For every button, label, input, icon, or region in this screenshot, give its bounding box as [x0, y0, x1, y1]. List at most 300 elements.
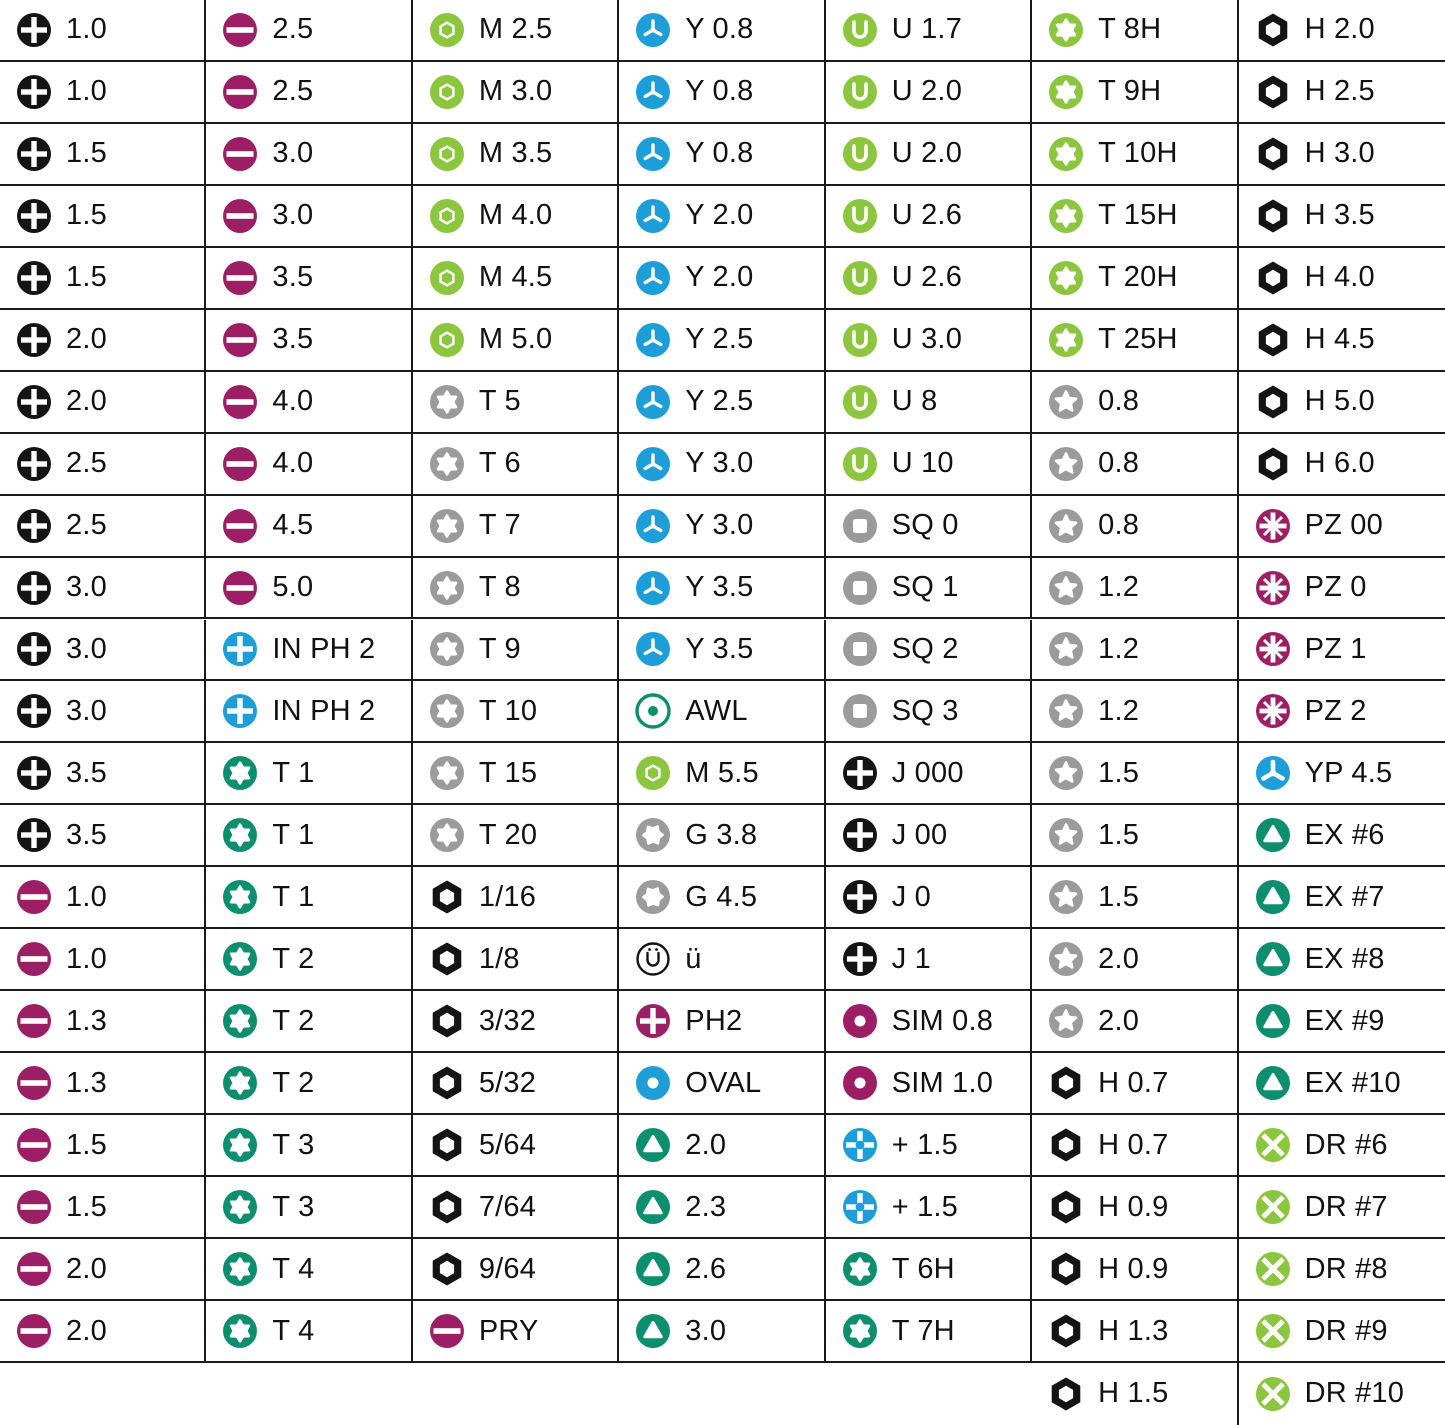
- hex-black-icon: [1255, 12, 1291, 48]
- bit-label: 4.0: [272, 385, 314, 418]
- bit-label: 1.3: [66, 1004, 107, 1037]
- bit-cell: [1032, 1053, 1238, 1115]
- bit-label: T 20: [478, 818, 538, 851]
- bit-cell: [0, 1239, 206, 1301]
- hex-socket-green-icon: [635, 755, 671, 791]
- bit-cell: [1239, 1363, 1445, 1425]
- triangle-teal-icon: [1255, 817, 1291, 853]
- bit-cell: [0, 434, 206, 496]
- bit-cell: [206, 805, 412, 867]
- bit-label: SIM 0.8: [891, 1004, 994, 1037]
- hex-black-icon: [1255, 198, 1291, 234]
- pozidriv-magenta-icon: [1255, 570, 1291, 606]
- slotted-magenta-icon: [222, 198, 258, 234]
- square-gray-icon: [842, 508, 878, 544]
- pentalobe-gray-icon: [1048, 693, 1084, 729]
- phillips-black-icon: [16, 12, 52, 48]
- bit-cell: [0, 496, 206, 558]
- bit-label: 1.5: [1098, 818, 1140, 851]
- dr-green-icon: [1255, 1313, 1291, 1349]
- bit-cell: [413, 62, 619, 124]
- bit-label: T 25H: [1098, 323, 1178, 356]
- bit-cell: [1239, 743, 1445, 805]
- u-green-icon: [842, 136, 878, 172]
- bit-label: EX #10: [1304, 1066, 1401, 1099]
- bit-cell: [1239, 805, 1445, 867]
- hex-black-icon: [1255, 446, 1291, 482]
- bit-cell: [1239, 372, 1445, 434]
- bit-cell: [826, 0, 1032, 62]
- bit-cell: [1032, 372, 1238, 434]
- torx-green-icon: [1048, 198, 1084, 234]
- bit-label: 2.0: [1098, 942, 1140, 975]
- slotted-magenta-icon: [16, 1065, 52, 1101]
- bit-cell: [1032, 310, 1238, 372]
- bit-cell: [206, 186, 412, 248]
- bit-cell: [0, 1053, 206, 1115]
- bit-cell: [619, 248, 825, 310]
- bit-cell: [0, 62, 206, 124]
- bit-cell: [413, 1053, 619, 1115]
- bit-cell: [206, 248, 412, 310]
- triangle-teal-icon: [1255, 1065, 1291, 1101]
- bit-label: 2.0: [66, 385, 107, 418]
- phillips-black-icon: [16, 446, 52, 482]
- bit-cell: [1239, 1239, 1445, 1301]
- bit-label: SQ 2: [891, 632, 959, 665]
- u-green-icon: [842, 384, 878, 420]
- pentalobe-gray-icon: [1048, 879, 1084, 915]
- u-green-icon: [842, 322, 878, 358]
- cross-blue-icon: [842, 1127, 878, 1163]
- bit-cell: [619, 681, 825, 743]
- bit-label: 3.5: [272, 323, 314, 356]
- bit-cell: [413, 310, 619, 372]
- tri-wing-blue-icon: [635, 260, 671, 296]
- bit-cell: [826, 991, 1032, 1053]
- pentalobe-gray-icon: [1048, 631, 1084, 667]
- hex-black-icon: [1048, 1313, 1084, 1349]
- torx-green-icon: [1048, 260, 1084, 296]
- bit-cell: [1239, 991, 1445, 1053]
- bit-cell: [826, 558, 1032, 620]
- bit-cell: [413, 434, 619, 496]
- bit-cell: [206, 1301, 412, 1363]
- bit-cell: [1032, 434, 1238, 496]
- bit-cell: [0, 805, 206, 867]
- bit-cell: [0, 310, 206, 372]
- phillips-black-icon: [16, 570, 52, 606]
- bit-label: T 5: [478, 385, 521, 418]
- torx-teal-icon: [222, 1189, 258, 1225]
- bit-cell: [0, 1115, 206, 1177]
- bit-cell: [826, 310, 1032, 372]
- square-gray-icon: [842, 570, 878, 606]
- bit-label: Y 2.0: [685, 261, 754, 294]
- gamebit-gray-icon: [635, 879, 671, 915]
- bit-label: 1.0: [66, 880, 107, 913]
- tri-wing-blue-icon: [635, 74, 671, 110]
- slotted-magenta-icon: [222, 74, 258, 110]
- bit-cell: [1239, 867, 1445, 929]
- pentalobe-gray-icon: [1048, 755, 1084, 791]
- bit-cell: [206, 124, 412, 186]
- bit-label: M 5.0: [478, 323, 553, 356]
- hex-socket-green-icon: [429, 260, 465, 296]
- bit-label: H 4.5: [1304, 323, 1375, 356]
- bit-cell: [1032, 248, 1238, 310]
- bit-cell: [206, 496, 412, 558]
- bit-label: 3.0: [272, 137, 314, 170]
- bit-label: 7/64: [478, 1190, 537, 1223]
- bit-label: EX #6: [1304, 818, 1385, 851]
- slotted-magenta-icon: [16, 1127, 52, 1163]
- u-outline-black-icon: [635, 941, 671, 977]
- bit-label: T 6H: [891, 1252, 955, 1285]
- bit-cell: [1239, 558, 1445, 620]
- bit-label: Y 2.0: [685, 199, 754, 232]
- bit-label: IN PH 2: [272, 632, 376, 665]
- torx-gray-icon: [429, 817, 465, 853]
- bit-label: T 6: [478, 447, 521, 480]
- bit-label: 3.0: [685, 1314, 727, 1347]
- bit-cell: [413, 743, 619, 805]
- hex-black-icon: [1255, 322, 1291, 358]
- torx-teal-icon: [222, 941, 258, 977]
- dr-green-icon: [1255, 1189, 1291, 1225]
- slotted-magenta-icon: [429, 1313, 465, 1349]
- pentalobe-gray-icon: [1048, 570, 1084, 606]
- bit-label: 1.2: [1098, 632, 1140, 665]
- triangle-teal-icon: [1255, 941, 1291, 977]
- bit-label: H 0.9: [1098, 1190, 1169, 1223]
- empty-cell: [413, 1363, 619, 1425]
- torx-gray-icon: [429, 446, 465, 482]
- bit-cell: [1239, 1177, 1445, 1239]
- tri-wing-blue-icon: [635, 322, 671, 358]
- dr-green-icon: [1255, 1127, 1291, 1163]
- bit-label: T 2: [272, 1004, 315, 1037]
- bit-cell: [619, 186, 825, 248]
- bit-cell: [1239, 1301, 1445, 1363]
- phillips-round-black-icon: [842, 817, 878, 853]
- bit-label: 2.5: [66, 509, 107, 542]
- bit-cell: [0, 867, 206, 929]
- bit-cell: [826, 62, 1032, 124]
- bit-cell: [0, 620, 206, 682]
- phillips-black-icon: [16, 755, 52, 791]
- sim-magenta-icon: [842, 1065, 878, 1101]
- gamebit-gray-icon: [635, 817, 671, 853]
- bit-label: T 2: [272, 942, 315, 975]
- empty-cell: [826, 1363, 1032, 1425]
- bit-cell: [1032, 1301, 1238, 1363]
- bit-label: M 3.5: [478, 137, 553, 170]
- bit-cell: [826, 681, 1032, 743]
- bit-cell: [826, 620, 1032, 682]
- bit-label: T 1: [272, 818, 315, 851]
- bit-label: IN PH 2: [272, 694, 376, 727]
- bit-cell: [1032, 1177, 1238, 1239]
- tri-wing-blue-icon: [635, 446, 671, 482]
- torx-teal-icon: [222, 1251, 258, 1287]
- bit-label: 1.5: [66, 1128, 107, 1161]
- torx-gray-icon: [429, 755, 465, 791]
- phillips-black-icon: [16, 693, 52, 729]
- hex-black-icon: [429, 941, 465, 977]
- bit-label: T 10H: [1098, 137, 1178, 170]
- bit-cell: [206, 62, 412, 124]
- bit-label: 1.3: [66, 1066, 107, 1099]
- slotted-magenta-icon: [222, 322, 258, 358]
- bit-label: PH2: [685, 1004, 743, 1037]
- bit-cell: [619, 124, 825, 186]
- bit-label: PRY: [478, 1314, 539, 1347]
- bit-cell: [1032, 186, 1238, 248]
- pozidriv-magenta-icon: [1255, 508, 1291, 544]
- torx-teal-icon: [222, 1313, 258, 1349]
- bit-label: PZ 00: [1304, 509, 1383, 542]
- bit-cell: [413, 496, 619, 558]
- bit-label: H 5.0: [1304, 385, 1375, 418]
- sim-magenta-icon: [842, 1003, 878, 1039]
- slotted-magenta-icon: [16, 879, 52, 915]
- bit-cell: [826, 867, 1032, 929]
- bit-cell: [413, 186, 619, 248]
- bit-cell: [0, 743, 206, 805]
- bit-label: T 2: [272, 1066, 315, 1099]
- hex-black-icon: [429, 1189, 465, 1225]
- bit-cell: [0, 1301, 206, 1363]
- bit-label: PZ 2: [1304, 694, 1367, 727]
- bit-cell: [1032, 124, 1238, 186]
- phillips-black-icon: [16, 322, 52, 358]
- dr-green-icon: [1255, 1251, 1291, 1287]
- bit-cell: [619, 1301, 825, 1363]
- bit-cell: [413, 0, 619, 62]
- bit-label: 1.5: [1098, 880, 1140, 913]
- torx-teal-icon: [222, 755, 258, 791]
- bit-label: 2.3: [685, 1190, 727, 1223]
- bit-cell: [1032, 991, 1238, 1053]
- slotted-magenta-icon: [222, 570, 258, 606]
- bit-cell: [413, 124, 619, 186]
- bit-label: 1.5: [66, 261, 107, 294]
- bit-label: Y 0.8: [685, 75, 754, 108]
- bit-label: 2.0: [1098, 1004, 1140, 1037]
- bit-label: H 6.0: [1304, 447, 1375, 480]
- bit-label: DR #6: [1304, 1128, 1388, 1161]
- bit-label: H 2.5: [1304, 75, 1375, 108]
- hex-socket-green-icon: [429, 136, 465, 172]
- bit-label: 1.5: [66, 1190, 107, 1223]
- bit-cell: [619, 62, 825, 124]
- bit-cell: [619, 372, 825, 434]
- slotted-magenta-icon: [16, 1003, 52, 1039]
- bit-label: Y 3.0: [685, 509, 754, 542]
- bit-cell: [619, 929, 825, 991]
- bit-label: Y 2.5: [685, 385, 754, 418]
- hex-socket-green-icon: [429, 74, 465, 110]
- pentalobe-gray-icon: [1048, 384, 1084, 420]
- bit-cell: [1239, 124, 1445, 186]
- bit-label: Y 3.5: [685, 632, 754, 665]
- bit-cell: [826, 1115, 1032, 1177]
- bit-label: 3.5: [66, 818, 107, 851]
- torx-gray-icon: [429, 570, 465, 606]
- bit-label: 1/8: [478, 942, 520, 975]
- bit-label: 2.0: [66, 1314, 107, 1347]
- bit-cell: [1032, 743, 1238, 805]
- triangle-teal-icon: [635, 1189, 671, 1225]
- phillips-black-icon: [16, 384, 52, 420]
- torx-teal-icon: [222, 1065, 258, 1101]
- bit-cell: [0, 186, 206, 248]
- bit-label: T 8H: [1098, 13, 1162, 46]
- bit-cell: [1032, 1115, 1238, 1177]
- bit-label: 2.5: [272, 75, 314, 108]
- phillips-magenta-icon: [635, 1003, 671, 1039]
- bit-cell: [826, 929, 1032, 991]
- tri-wing-blue-icon: [635, 136, 671, 172]
- triangle-teal-icon: [635, 1127, 671, 1163]
- phillips-black-icon: [16, 74, 52, 110]
- torx-teal-icon: [222, 1127, 258, 1163]
- bit-cell: [1032, 558, 1238, 620]
- bit-cell: [0, 991, 206, 1053]
- bit-cell: [826, 434, 1032, 496]
- bit-cell: [1239, 1115, 1445, 1177]
- phillips-black-icon: [16, 508, 52, 544]
- bit-label: 4.5: [272, 509, 314, 542]
- bit-label: YP 4.5: [1304, 756, 1393, 789]
- slotted-magenta-icon: [222, 260, 258, 296]
- bit-cell: [413, 558, 619, 620]
- bit-label: 1.0: [66, 75, 107, 108]
- bit-label: 1.5: [1098, 756, 1140, 789]
- bit-label: T 4: [272, 1252, 315, 1285]
- bit-label: AWL: [685, 694, 748, 727]
- bit-cell: [1032, 1363, 1238, 1425]
- slotted-magenta-icon: [222, 446, 258, 482]
- bit-cell: [0, 558, 206, 620]
- bit-cell: [206, 867, 412, 929]
- bit-cell: [206, 1115, 412, 1177]
- bit-label: U 2.6: [891, 199, 963, 232]
- bit-label: 3.0: [66, 632, 107, 665]
- torx-gray-icon: [429, 384, 465, 420]
- phillips-black-icon: [16, 631, 52, 667]
- bit-cell: [826, 1053, 1032, 1115]
- bit-cell: [206, 434, 412, 496]
- bit-label: SQ 3: [891, 694, 959, 727]
- slotted-magenta-icon: [16, 1251, 52, 1287]
- bit-cell: [619, 1239, 825, 1301]
- bit-label: SQ 1: [891, 571, 959, 604]
- bit-label: J 1: [891, 942, 931, 975]
- hex-black-icon: [429, 1003, 465, 1039]
- bit-label: 1.5: [66, 137, 107, 170]
- bit-label: J 0: [891, 880, 931, 913]
- bit-label: M 4.0: [478, 199, 553, 232]
- tri-wing-blue-icon: [635, 12, 671, 48]
- bit-cell: [413, 372, 619, 434]
- bit-cell: [206, 372, 412, 434]
- bit-cell: [1239, 496, 1445, 558]
- bit-cell: [1032, 496, 1238, 558]
- bit-label: T 4: [272, 1314, 315, 1347]
- bit-label: T 10: [478, 694, 538, 727]
- pozidriv-magenta-icon: [1255, 631, 1291, 667]
- hex-black-icon: [429, 879, 465, 915]
- bit-label: 1/16: [478, 880, 537, 913]
- bit-cell: [413, 248, 619, 310]
- bit-cell: [619, 867, 825, 929]
- bit-label: 0.8: [1098, 509, 1140, 542]
- bit-cell: [619, 620, 825, 682]
- bit-cell: [413, 1177, 619, 1239]
- hex-black-icon: [1048, 1376, 1084, 1412]
- bit-cell: [413, 805, 619, 867]
- bit-cell: [0, 124, 206, 186]
- bit-label: Y 3.5: [685, 571, 754, 604]
- bit-cell: [1032, 620, 1238, 682]
- empty-cell: [619, 1363, 825, 1425]
- tri-wing-blue-icon: [635, 570, 671, 606]
- bit-cell: [0, 929, 206, 991]
- slotted-magenta-icon: [222, 136, 258, 172]
- bit-cell: [1239, 1053, 1445, 1115]
- bit-label: T 8: [478, 571, 521, 604]
- bit-label: 0.8: [1098, 385, 1140, 418]
- bit-label: T 1: [272, 880, 315, 913]
- bit-label: 1.2: [1098, 571, 1140, 604]
- torx-teal-icon: [222, 879, 258, 915]
- bit-cell: [413, 1301, 619, 1363]
- bit-cell: [206, 310, 412, 372]
- tri-wing-blue-icon: [635, 631, 671, 667]
- pentalobe-gray-icon: [1048, 1003, 1084, 1039]
- bit-cell: [619, 1115, 825, 1177]
- u-green-icon: [842, 198, 878, 234]
- bit-label: U 1.7: [891, 13, 963, 46]
- bit-label: T 1: [272, 756, 315, 789]
- bit-label: T 3: [272, 1190, 315, 1223]
- torx-green-icon: [1048, 322, 1084, 358]
- pentalobe-gray-icon: [1048, 446, 1084, 482]
- bit-label: 1.5: [66, 199, 107, 232]
- bit-label: J 00: [891, 818, 948, 851]
- bit-cell: [826, 1177, 1032, 1239]
- bit-cell: [0, 248, 206, 310]
- phillips-black-icon: [16, 817, 52, 853]
- hex-black-icon: [429, 1251, 465, 1287]
- bit-label: 1.2: [1098, 694, 1140, 727]
- bit-cell: [619, 991, 825, 1053]
- bit-label: 2.5: [66, 447, 107, 480]
- bit-cell: [206, 0, 412, 62]
- bit-label: 2.0: [66, 1252, 107, 1285]
- hex-black-icon: [1255, 384, 1291, 420]
- bit-cell: [826, 372, 1032, 434]
- bit-label: 3.5: [66, 756, 107, 789]
- bit-cell: [826, 1239, 1032, 1301]
- bit-label: M 2.5: [478, 13, 553, 46]
- pentalobe-gray-icon: [1048, 508, 1084, 544]
- bit-cell: [1239, 620, 1445, 682]
- bit-cell: [413, 620, 619, 682]
- pentalobe-gray-icon: [1048, 941, 1084, 977]
